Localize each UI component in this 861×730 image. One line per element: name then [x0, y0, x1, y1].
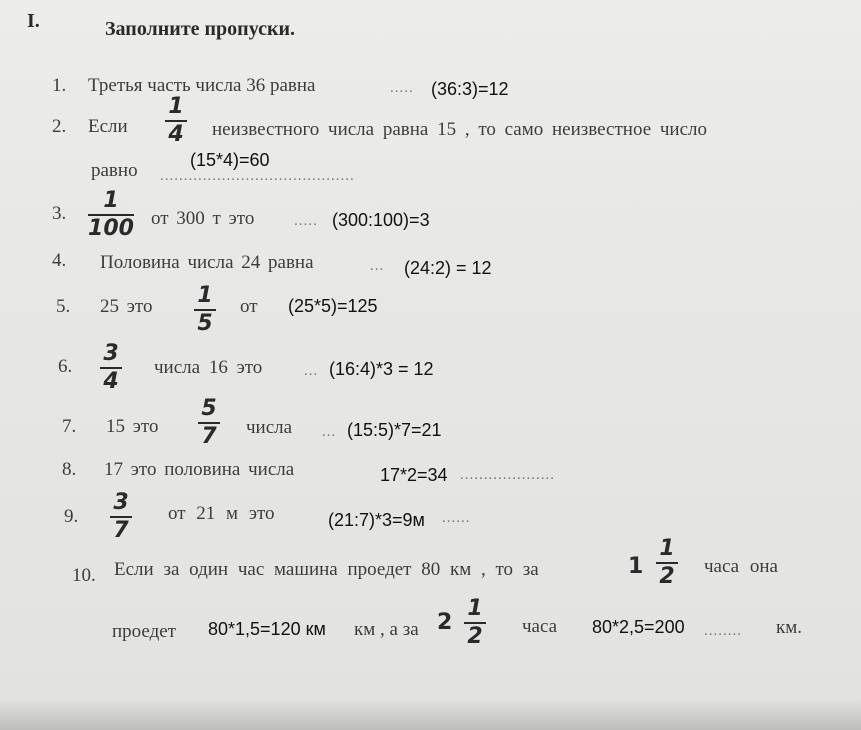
item-9-fraction — [110, 492, 132, 542]
item-10-fraction-1 — [656, 538, 678, 588]
fraction-numerator: 1 — [197, 283, 213, 308]
item-2-pre: Если — [88, 116, 128, 137]
fraction-numerator: 3 — [103, 341, 119, 366]
item-2-number: 2. — [52, 116, 67, 137]
item-7-number: 7. — [62, 416, 77, 437]
item-10-line2b: км , а за — [354, 619, 419, 640]
fraction-denominator: 4 — [103, 369, 119, 394]
item-10-line2c: часа — [522, 616, 558, 637]
item-6-text: числа 16 это — [154, 357, 263, 378]
item-2-dots: ......................................... — [160, 168, 355, 184]
item-4-answer[interactable]: (24:2) = 12 — [404, 258, 492, 278]
item-5-fraction — [194, 285, 216, 335]
fraction-numerator: 1 — [467, 596, 483, 621]
item-6-dots: ... — [304, 363, 319, 379]
item-10-whole-2: 2 — [437, 610, 453, 635]
fraction-denominator: 7 — [201, 424, 217, 449]
item-3-text: от 300 т это — [151, 208, 255, 229]
item-9-number: 9. — [64, 506, 79, 527]
item-2-text2: равно — [91, 160, 138, 181]
item-5-number: 5. — [56, 296, 71, 317]
item-3-answer[interactable]: (300:100)=3 — [332, 210, 430, 230]
item-8-text: 17 это половина числа — [104, 459, 295, 480]
item-10-line2a: проедет — [112, 621, 176, 642]
item-10-number: 10. — [72, 565, 96, 586]
item-7-pre: 15 это — [106, 416, 159, 437]
item-9-answer[interactable]: (21:7)*3=9м — [328, 510, 425, 530]
item-7-text: числа — [246, 417, 293, 438]
item-3-dots: ..... — [294, 213, 318, 229]
item-2-answer[interactable]: (15*4)=60 — [190, 150, 270, 170]
fraction-denominator: 100 — [88, 216, 134, 241]
fraction-numerator: 1 — [168, 94, 184, 119]
item-9-dots: ...... — [442, 510, 471, 526]
section-title: Заполните пропуски. — [105, 18, 295, 40]
fraction-numerator: 1 — [103, 188, 119, 213]
fraction-denominator: 5 — [197, 311, 213, 336]
item-1-answer[interactable]: (36:3)=12 — [431, 79, 509, 99]
item-7-dots: ... — [322, 424, 337, 440]
item-10-text: Если за один час машина проедет 80 км , то за — [114, 559, 539, 580]
fraction-numerator: 3 — [113, 490, 129, 515]
item-7-answer[interactable]: (15:5)*7=21 — [347, 420, 442, 440]
item-4-text: Половина числа 24 равна — [100, 252, 314, 273]
fraction-denominator: 4 — [168, 122, 184, 147]
item-2-text: неизвестного числа равна 15 , то само неизвестное число — [212, 119, 708, 140]
item-10-text-b: часа она — [704, 556, 778, 577]
item-8-answer[interactable]: 17*2=34 — [380, 465, 448, 485]
item-6-answer[interactable]: (16:4)*3 = 12 — [329, 359, 434, 379]
item-8-number: 8. — [62, 459, 77, 480]
item-9-text: от 21 м это — [168, 503, 275, 524]
item-1-dots: ..... — [390, 80, 414, 96]
item-5-pre: 25 это — [100, 296, 153, 317]
item-6-fraction — [100, 343, 122, 393]
item-1-text: Третья часть числа 36 равна — [88, 75, 316, 96]
fraction-numerator: 5 — [201, 396, 217, 421]
item-10-dots: ........ — [704, 623, 742, 639]
item-2-fraction — [165, 96, 187, 146]
item-5-text: от — [240, 296, 258, 317]
item-3-number: 3. — [52, 203, 67, 224]
item-10-answer-1[interactable]: 80*1,5=120 км — [208, 619, 326, 639]
item-3-fraction — [88, 190, 134, 240]
item-1-number: 1. — [52, 75, 67, 96]
fraction-denominator: 2 — [659, 564, 675, 589]
fraction-denominator: 7 — [113, 518, 129, 543]
item-10-answer-2[interactable]: 80*2,5=200 — [592, 617, 685, 637]
item-7-fraction — [198, 398, 220, 448]
item-10-fraction-2 — [464, 598, 486, 648]
item-10-whole-1: 1 — [628, 554, 644, 579]
fraction-denominator: 2 — [467, 624, 483, 649]
fraction-numerator: 1 — [659, 536, 675, 561]
item-6-number: 6. — [58, 356, 73, 377]
item-8-dots: .................... — [460, 467, 555, 483]
item-5-answer[interactable]: (25*5)=125 — [288, 296, 378, 316]
item-4-dots: ... — [370, 258, 385, 274]
item-10-line2d: км. — [776, 617, 803, 638]
section-number: I. — [27, 10, 40, 32]
item-4-number: 4. — [52, 250, 67, 271]
